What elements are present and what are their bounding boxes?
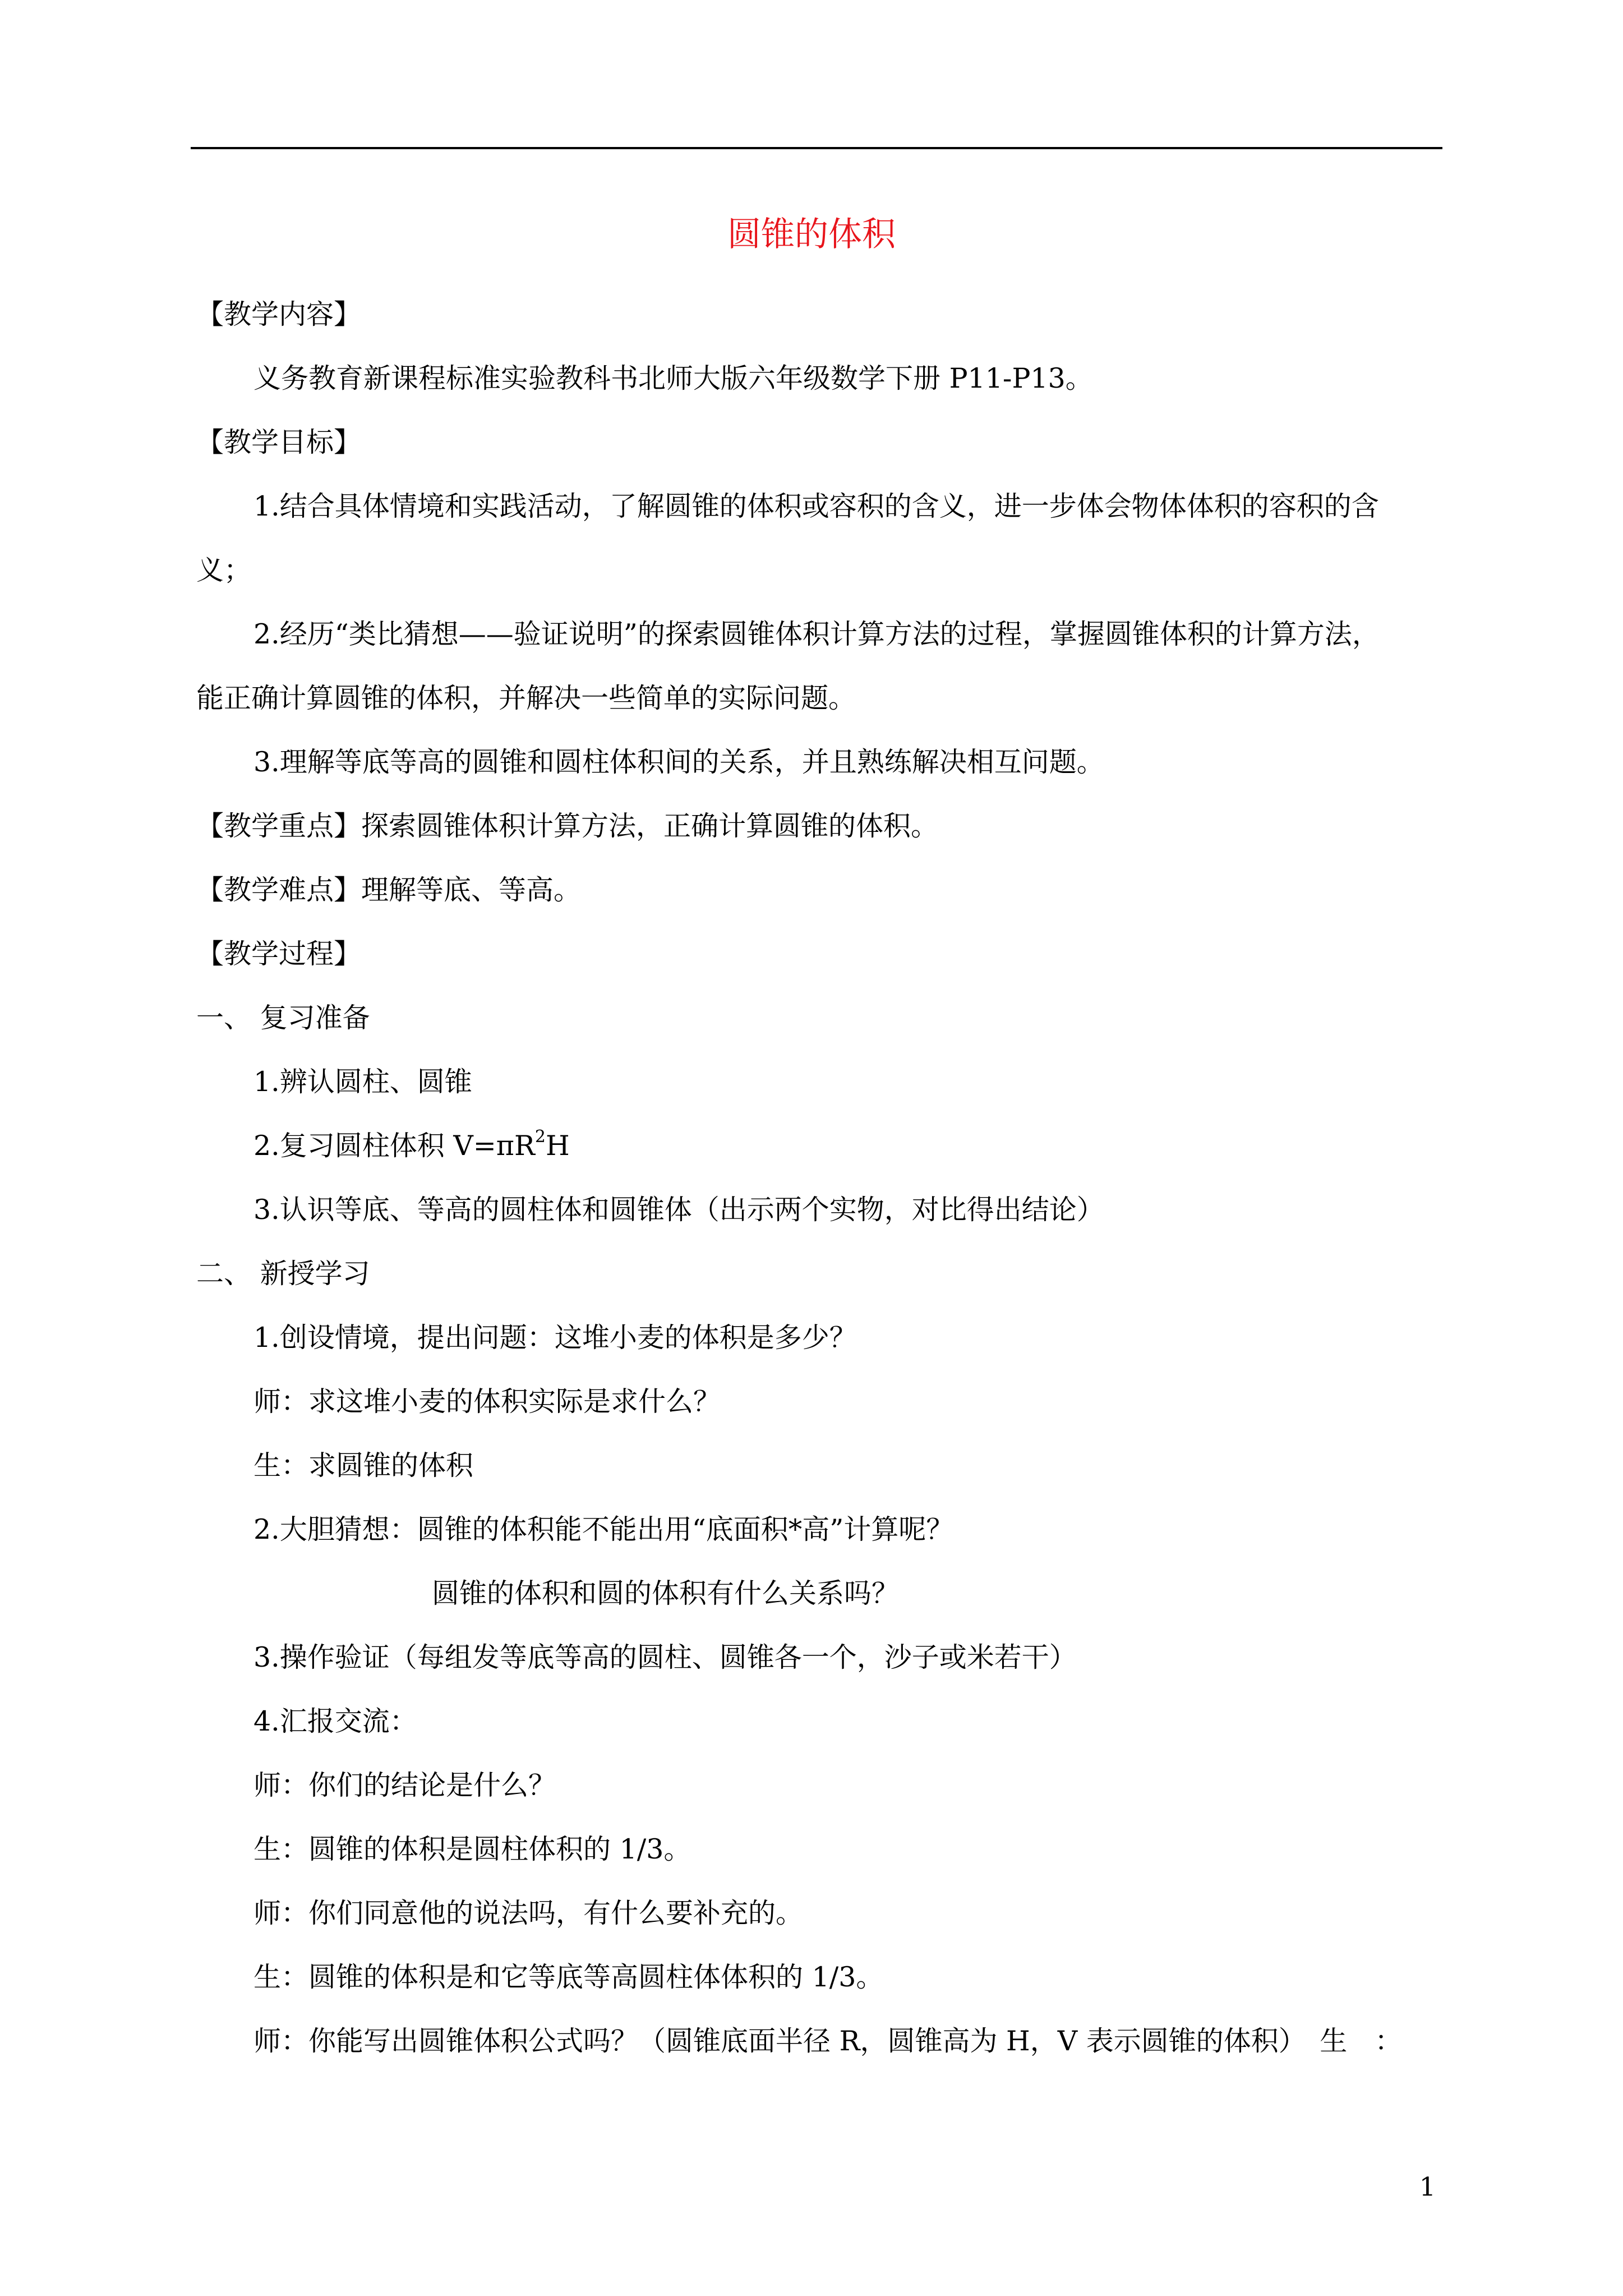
student-line-3: 生：圆锥的体积是和它等底等高圆柱体体积的 1/3。 — [253, 1961, 884, 1993]
key-points: 【教学重点】探索圆锥体积计算方法，正确计算圆锥的体积。 — [196, 810, 939, 842]
student-line-2: 生：圆锥的体积是圆柱体积的 1/3。 — [253, 1833, 691, 1865]
student-line-1: 生：求圆锥的体积 — [253, 1450, 474, 1481]
page-number: 1 — [1419, 2171, 1436, 2202]
header-rule — [191, 147, 1442, 149]
new-item-3: 3.操作验证（每组发等底等高的圆柱、圆锥各一个，沙子或米若干） — [253, 1641, 1077, 1673]
section-heading-process: 【教学过程】 — [196, 938, 362, 970]
content-text: 义务教育新课程标准实验教科书北师大版六年级数学下册 P11-P13。 — [253, 362, 1093, 394]
new-item-2: 2.大胆猜想：圆锥的体积能不能出用“底面积*高”计算呢？ — [253, 1513, 954, 1545]
teacher-line-3: 师：你们同意他的说法吗，有什么要补充的。 — [253, 1897, 804, 1929]
new-item-1: 1.创设情境，提出问题：这堆小麦的体积是多少？ — [253, 1322, 857, 1354]
teacher-line-1: 师：求这堆小麦的体积实际是求什么？ — [253, 1386, 721, 1418]
review-item-2 — [253, 1128, 570, 1165]
formula-suffix: H — [545, 1130, 570, 1162]
part-1-heading: 一、 复习准备 — [196, 1002, 370, 1034]
new-item-2-continued: 圆锥的体积和圆的体积有什么关系吗？ — [432, 1577, 900, 1609]
section-heading-content: 【教学内容】 — [196, 298, 362, 330]
section-heading-goals: 【教学目标】 — [196, 426, 362, 458]
formula-exponent: 2 — [534, 1126, 546, 1147]
goal-2-line-2: 能正确计算圆锥的体积，并解决一些简单的实际问题。 — [196, 682, 856, 714]
goal-1-line-2: 义； — [196, 554, 252, 586]
goal-1-line-1: 1.结合具体情境和实践活动，了解圆锥的体积或容积的含义，进一步体会物体体积的容积的含 — [253, 490, 1379, 522]
part-2-heading: 二、 新授学习 — [196, 1258, 370, 1290]
goal-3: 3.理解等底等高的圆锥和圆柱体积间的关系，并且熟练解决相互问题。 — [253, 746, 1104, 778]
teacher-line-4: 师：你能写出圆锥体积公式吗？（圆锥底面半径 R，圆锥高为 H，V 表示圆锥的体积） 生 ： — [253, 2025, 1403, 2057]
goal-2-line-1: 2.经历“类比猜想——验证说明”的探索圆锥体积计算方法的过程，掌握圆锥体积的计算方法， — [253, 618, 1380, 650]
review-item-1: 1.辨认圆柱、圆锥 — [253, 1066, 472, 1098]
new-item-4: 4.汇报交流： — [253, 1705, 417, 1737]
difficulties: 【教学难点】理解等底、等高。 — [196, 874, 582, 906]
teacher-line-2: 师：你们的结论是什么？ — [253, 1769, 556, 1801]
formula-prefix: 2.复习圆柱体积 V=πR — [253, 1130, 535, 1162]
review-item-3: 3.认识等底、等高的圆柱体和圆锥体（出示两个实物，对比得出结论） — [253, 1194, 1104, 1226]
document-title: 圆锥的体积 — [727, 215, 896, 254]
